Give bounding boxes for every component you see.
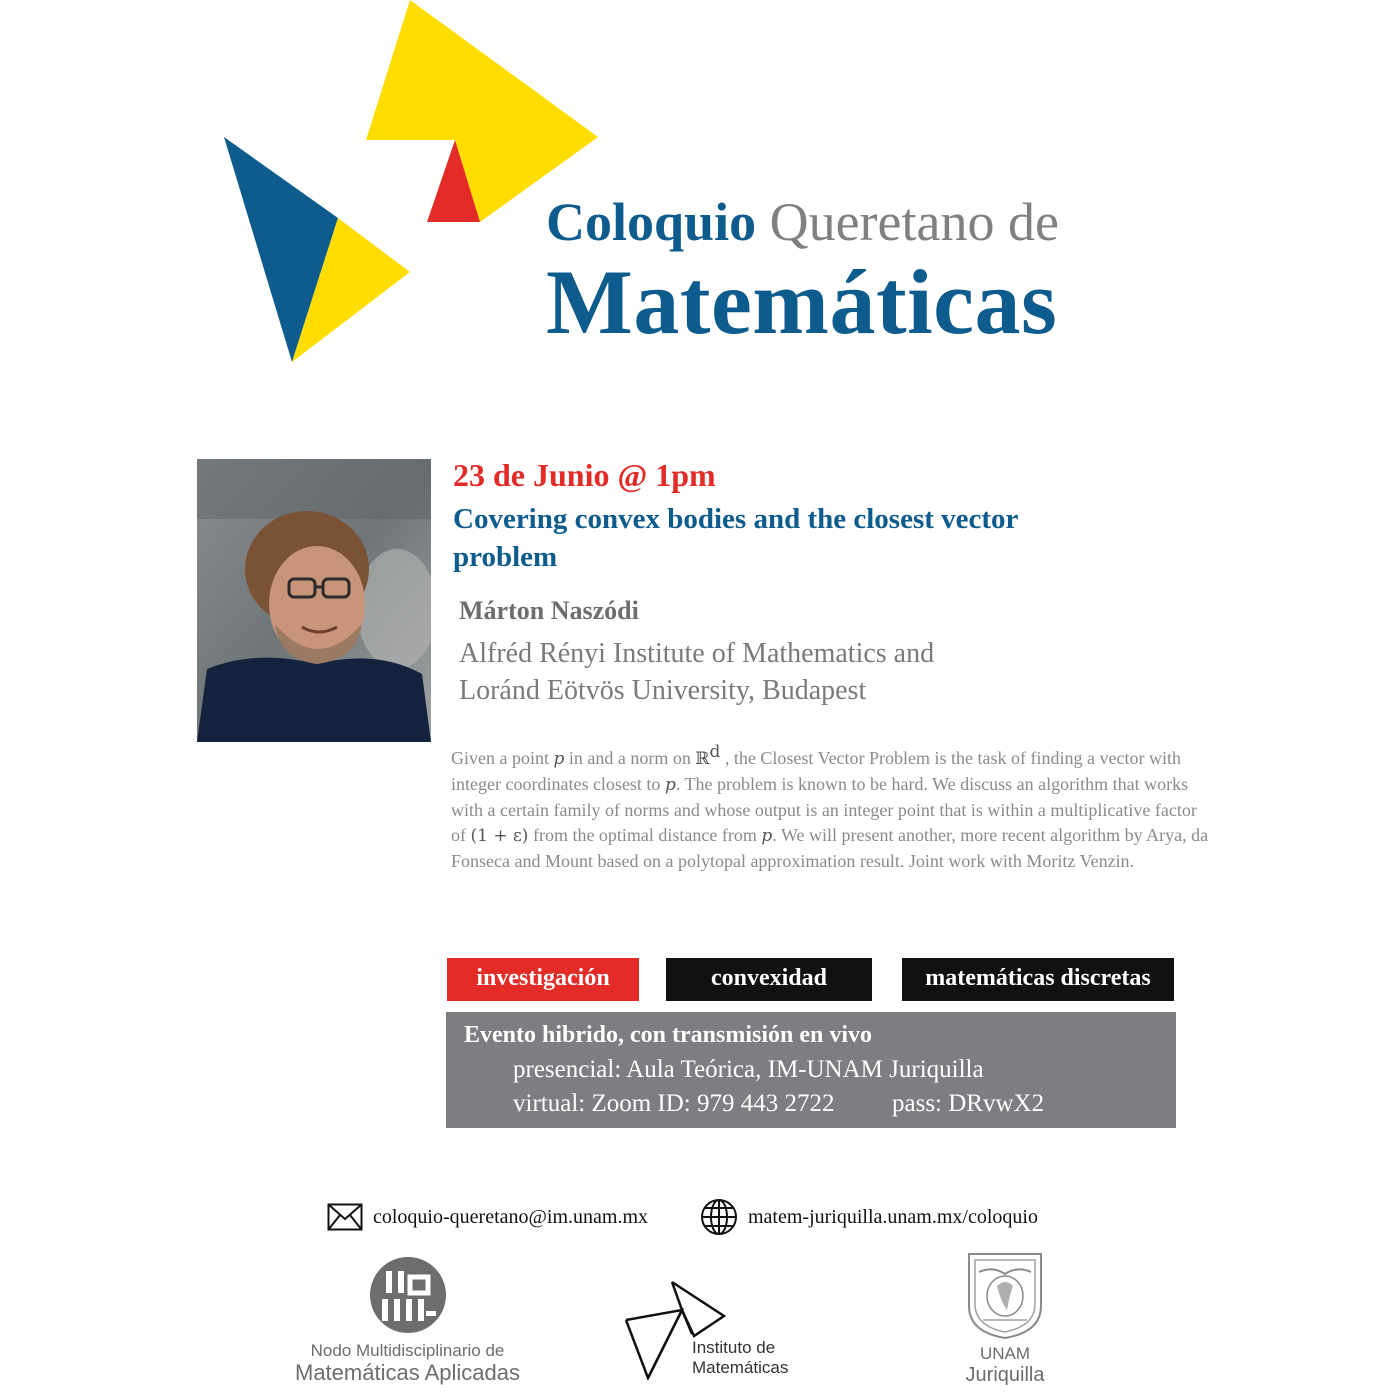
logo1-line1: Nodo Multidisciplinario de [310, 1341, 505, 1360]
coloquio-logo-shapes [0, 0, 620, 380]
logo2-line2: Matemáticas [692, 1358, 789, 1377]
math-p: p [664, 775, 676, 795]
tag-convexidad: convexidad [666, 958, 872, 1001]
speaker-photo [197, 459, 431, 742]
speaker-affiliation [459, 635, 1079, 709]
title-coloquio: Coloquio [546, 192, 757, 252]
speaker-name: Márton Naszódi [459, 596, 639, 625]
logo3-line1: UNAM [979, 1344, 1031, 1363]
math-p: p [761, 826, 773, 846]
math-factor: (1 + ε) [470, 826, 529, 846]
math-p: p [553, 749, 565, 769]
logo-yellow-upper-shape [366, 0, 598, 222]
talk-date: 23 de Junio @ 1pm [453, 457, 716, 493]
colloquium-title-line1 [546, 190, 1059, 254]
globe-icon [700, 1198, 738, 1236]
event-heading: Evento hibrido, con transmisión en vivo [464, 1022, 873, 1048]
title-queretano: Queretano de [769, 192, 1059, 252]
tag-matematicas-discretas: matemáticas discretas [902, 958, 1174, 1001]
abstract-text-4: . The problem is known to be hard. We discuss an algorithm that works with a certain family of norms and whose output is an integer point that is within a multiplicative factor of [451, 774, 1197, 845]
abstract-text-6: . We will present another, more recent algorithm by Arya, da Fonseca and Mount based on a polytopal approximation result. Joint work with Moritz Venzin. [451, 825, 1209, 871]
math-dimension: d [709, 742, 721, 762]
event-presencial: presencial: Aula Teórica, IM-UNAM Juriquilla [513, 1056, 984, 1083]
affiliation-line1: Alfréd Rényi Institute of Mathematics and [459, 638, 935, 669]
envelope-icon [327, 1203, 363, 1231]
unam-seal-icon [963, 1248, 1047, 1340]
logo2-caption [692, 1338, 788, 1378]
event-pass: pass: DRvwX2 [892, 1090, 1045, 1117]
contact-website[interactable] [700, 1199, 1038, 1235]
logo1-line2: Matemáticas Aplicadas [295, 1360, 520, 1385]
affiliation-line2: Loránd Eötvös University, Budapest [459, 675, 867, 706]
colloquium-title-line2: Matemáticas [546, 251, 1058, 353]
contact-email-text[interactable]: coloquio-queretano@im.unam.mx [373, 1205, 649, 1228]
contact-email[interactable] [327, 1199, 648, 1235]
abstract-text-2: in and a norm on [564, 748, 696, 768]
logo3-line2: Juriquilla [965, 1364, 1045, 1386]
talk-abstract [451, 740, 1211, 874]
contact-website-text[interactable]: matem-juriquilla.unam.mx/coloquio [748, 1205, 1038, 1228]
unam-juriquilla-logo [940, 1248, 1070, 1386]
logo2-line1: Instituto de [692, 1338, 776, 1357]
abstract-text-3: , the Closest Vector Problem is the task of finding a vector with integer coordinates closest to [451, 748, 1181, 794]
talk-title: Covering convex bodies and the closest vector problem [453, 503, 1018, 573]
abstract-text-1: Given a point [451, 748, 554, 768]
tag-investigacion: investigación [447, 958, 639, 1001]
nodo-multidisciplinario-logo [285, 1255, 530, 1385]
nma-emblem-icon [368, 1255, 448, 1335]
event-info-box [446, 1012, 1176, 1128]
instituto-matematicas-logo [620, 1280, 820, 1390]
math-real-space: ℝ [695, 749, 710, 769]
event-virtual: virtual: Zoom ID: 979 443 2722 [513, 1090, 835, 1117]
abstract-text-5: from the optimal distance from [528, 825, 762, 845]
